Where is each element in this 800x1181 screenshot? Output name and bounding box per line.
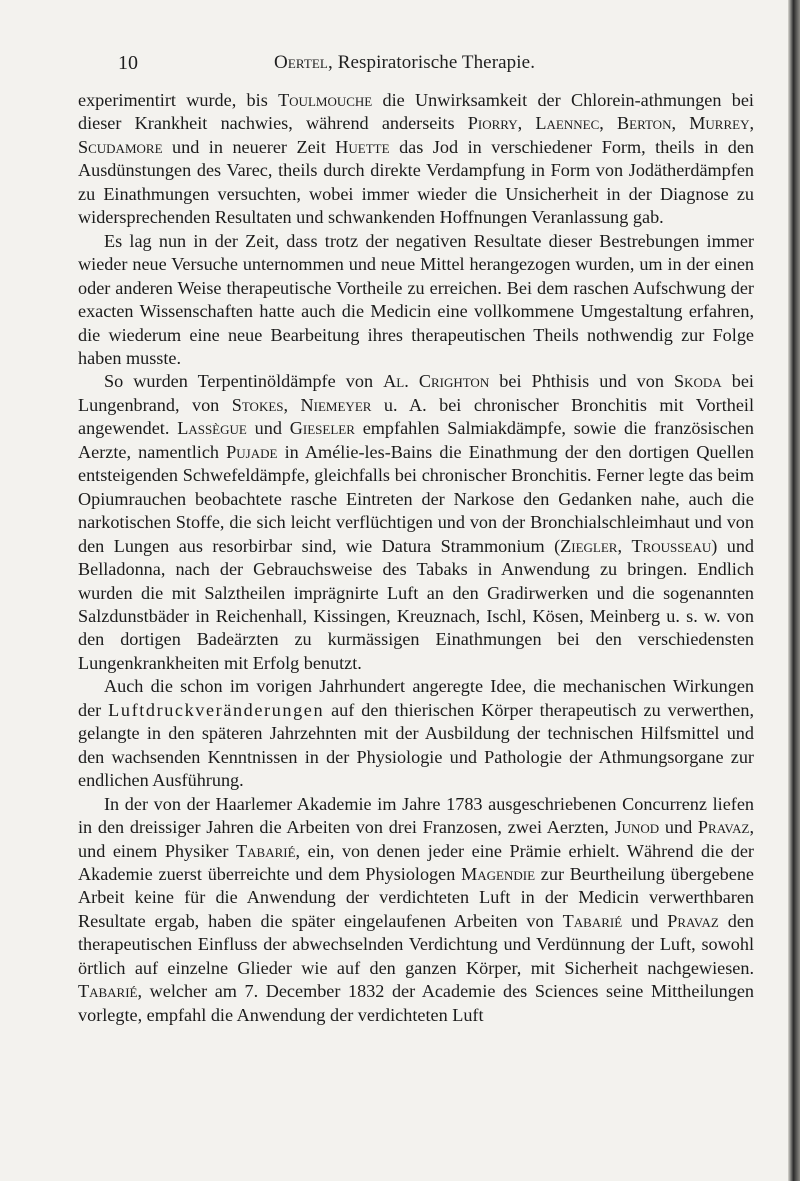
name-magendie: Magendie: [461, 863, 536, 884]
name-trousseau: Trousseau: [631, 535, 712, 556]
name-tabarie: Tabarié: [78, 981, 138, 1002]
page-number: 10: [118, 52, 138, 74]
name-gieseler: Gieseler: [289, 418, 355, 439]
name-junod: Junod: [614, 817, 660, 838]
header-author: Oertel,: [274, 52, 333, 73]
body-text: [78, 89, 754, 1027]
name-laennec: Laennec: [535, 113, 600, 134]
name-murrey: Murrey: [689, 113, 750, 134]
name-pujade: Pujade: [226, 441, 278, 462]
name-toulmouche: Toulmouche: [278, 90, 373, 110]
name-berton: Berton: [617, 113, 672, 134]
name-lassegue: Lassègue: [177, 418, 247, 439]
name-stokes: Stokes: [231, 394, 284, 415]
running-title: [274, 52, 535, 74]
name-niemeyer: Niemeyer: [300, 394, 372, 415]
name-pravaz: Pravaz: [667, 910, 719, 931]
paragraph-2: Es lag nun in der Zeit, dass trotz der negativen Resultate dieser Bestrebungen immer wieder neue Versuche unternommen und neue Mittel herangezogen wurden, um in der einen oder anderen Weise therapeutische Vortheile zu erreichen. Bei dem raschen Aufschwung der exacten Wissenschaften hatte auch die Medicin eine vollkommene Umgestaltung erfahren, die wiederum eine neue Bearbeitung ihres therapeutischen Theils nothwendig zur Folge haben musste.: [78, 230, 754, 368]
paragraph-3: So wurden Terpentinöldämpfe von Al. Crighton bei Phthisis und von Skoda bei Lungenbrand, von Stokes, Niemeyer u. A. bei chronischer Bronchitis mit Vortheil angewendet. Lassègue und Gieseler empfahlen Salmiakdämpfe, sowie die französischen Aerzte, namentlich Pujade in Amélie-les-Bains die Einathmung der den dortigen Quellen entsteigenden Schwefeldämpfe, gleichfalls bei chronischer Bronchitis. Ferner legte das beim Opiumrauchen beobachtete rasche Eintreten der Narkose den Gedanken nahe, auch die narkotischen Stoffe, die sich leicht verflüchtigen und von der Bronchialschleimhaut und von den Lungen aus resorbirbar sind, wie Datura Strammonium (Ziegler, Trousseau) und Belladonna, nach der Gebrauchsweise des Tabaks in Anwendung zu bringen. Endlich wurden die mit Salztheilen imprägnirte Luft an den Gradirwerken und die sogenannten Salzdunstbäder in Reichenhall, Kissingen, Kreuznach, Ischl, Kösen, Meinberg u. s. w. von den dortigen Badeärzten zu kurmässigen Einathmungen bei den verschiedensten Lungenkrankheiten mit Erfolg benutzt.: [78, 371, 755, 673]
name-scudamore: Scudamore: [78, 136, 163, 157]
name-huette: Huette: [335, 136, 390, 157]
name-tabarie: Tabarié: [562, 910, 623, 931]
name-tabarie: Tabarié: [236, 840, 296, 861]
paragraph-5: In der von der Haarlemer Akademie im Jahre 1783 ausgeschriebenen Concurrenz liefen in den dreissiger Jahren die Arbeiten von drei Franzosen, zwei Aerzten, Junod und Pravaz, und einem Physiker Tabarié, ein, von denen jeder eine Prämie erhielt. Während die der Akademie zuerst überreichte und dem Physiologen Magendie zur Beurtheilung übergebene Arbeit keine für die Anwendung der verdichteten Luft in der Medicin verwerthbaren Resultate ergab, haben die später eingelaufenen Arbeiten von Tabarié und Pravaz den therapeutischen Einfluss der abwechselnden Verdichtung und Verdünnung der Luft, sowohl örtlich auf einzelne Glieder wie auf den ganzen Körper, mit Sicherheit nachgewiesen. Tabarié, welcher am 7. December 1832 der Academie des Sciences seine Mittheilungen vorlegte, empfahl die Anwendung der verdichteten Luft: [78, 793, 755, 1025]
name-crighton: Al. Crighton: [383, 371, 490, 392]
scan-binding-edge: [788, 0, 800, 1181]
name-skoda: Skoda: [674, 371, 722, 392]
header-title: Respiratorische Therapie.: [337, 52, 536, 73]
emphasis-luftdruck: Luftdruckveränderungen: [108, 699, 325, 720]
name-piorry: Piorry: [467, 113, 518, 134]
paragraph-4: Auch die schon im vorigen Jahrhundert angeregte Idee, die mechanischen Wirkungen der Luftdruckveränderungen auf den thierischen Körper therapeutisch zu verwerthen, gelangte in den späteren Jahrzehnten mit der Ausbildung der technischen Hilfsmittel und den wachsenden Kenntnissen in der Physiologie und Pathologie der Athmungsorgane zur endlichen Ausführung.: [78, 676, 754, 791]
name-pravaz: Pravaz: [697, 817, 750, 838]
running-header: [84, 52, 756, 80]
paragraph-1: experimentirt wurde, bis Toulmouche die Unwirksamkeit der Chlorein-athmungen bei dieser Krankheit nachwies, während anderseits Piorry, Laennec, Berton, Murrey, Scudamore und in neuerer Zeit Huette das Jod in verschiedener Form, theils in den Ausdünstungen des Varec, theils durch direkte Verdampfung in Form von Jodätherdämpfen zu Einathmungen versuchten, wobei immer wieder die Unsicherheit in der Diagnose zu widersprechenden Resultaten und schwankenden Hoffnungen Veranlassung gab.: [78, 90, 755, 228]
name-ziegler: Ziegler: [560, 535, 618, 556]
